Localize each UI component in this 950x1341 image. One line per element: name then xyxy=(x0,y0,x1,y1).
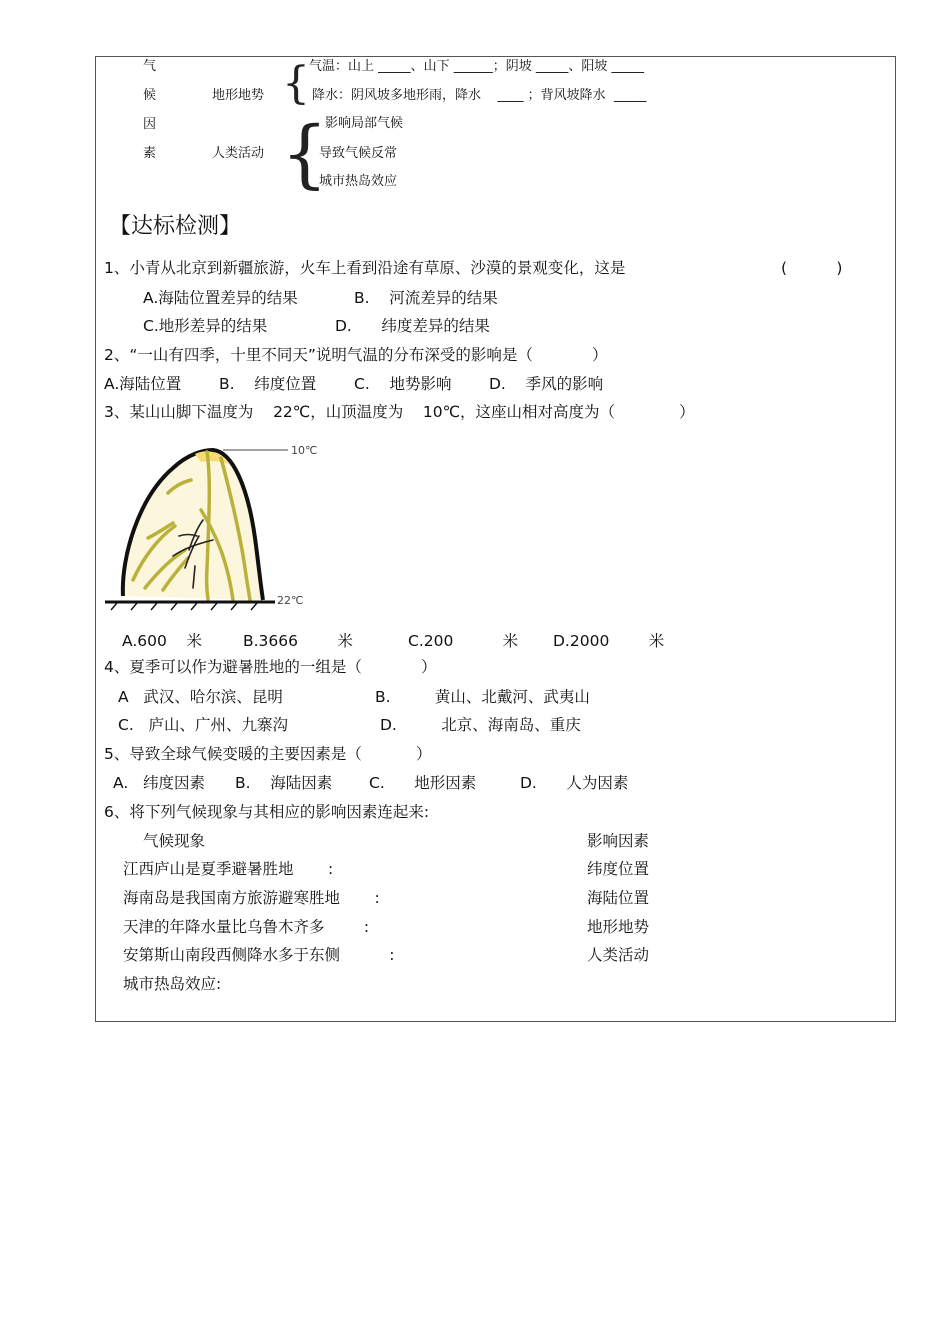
q6-phenomenon-5: 城市热岛效应: xyxy=(123,975,222,993)
q2-option-c: C. 地势影响 xyxy=(354,375,452,393)
q5-stem: 5、导致全球气候变暖的主要因素是（ ） xyxy=(104,745,432,763)
section-title: 【达标检测】 xyxy=(109,214,242,239)
q4-option-c: C. 庐山、广州、九寨沟 xyxy=(118,716,289,734)
human-line-1: 影响局部气候 xyxy=(325,116,404,131)
q6-factor-2: 海陆位置 xyxy=(587,889,650,907)
q6-factor-4: 人类活动 xyxy=(587,946,650,964)
q4-option-b: B. 黄山、北戴河、武夷山 xyxy=(375,688,590,706)
q1-option-b: B. 河流差异的结果 xyxy=(354,289,498,307)
q3-stem: 3、某山山脚下温度为 22℃，山顶温度为 10℃，这座山相对高度为（ ） xyxy=(104,403,695,421)
q1-option-c: C.地形差异的结果 xyxy=(143,317,268,335)
mountain-bottom-temp: 22℃ xyxy=(277,594,304,607)
q5-option-b: B. 海陆因素 xyxy=(235,774,333,792)
mountain-top-temp: 10℃ xyxy=(291,444,318,457)
q4-stem: 4、夏季可以作为避暑胜地的一组是（ ） xyxy=(104,658,437,676)
mountain-outline xyxy=(123,450,263,600)
q5-option-c: C. 地形因素 xyxy=(369,774,477,792)
q1-answer-paren: ( ) xyxy=(781,259,843,277)
q6-phenomenon-3: 天津的年降水量比乌鲁木齐多 : xyxy=(123,918,370,936)
q2-option-a: A.海陆位置 xyxy=(104,375,182,393)
vertical-char-su: 素 xyxy=(143,146,157,161)
terrain-temperature-line: 气温：山上 _____、山下 ______；阴坡 _____、阳坡 _____ xyxy=(309,59,645,74)
q6-stem: 6、将下列气候现象与其相应的影响因素连起来: xyxy=(104,803,430,821)
factor-human: 人类活动 xyxy=(212,146,265,161)
human-line-3: 城市热岛效应 xyxy=(319,174,398,189)
q6-phenomenon-2: 海南岛是我国南方旅游避寒胜地 : xyxy=(123,889,380,907)
q4-option-a: A 武汉、哈尔滨、昆明 xyxy=(118,688,283,706)
q1-option-a: A.海陆位置差异的结果 xyxy=(143,289,298,307)
mountain-diagram xyxy=(103,438,333,613)
q3-option-b: B.3666 米 xyxy=(243,632,353,650)
q6-phenomenon-4: 安第斯山南段西侧降水多于东侧 : xyxy=(123,946,395,964)
vertical-char-hou: 候 xyxy=(143,88,157,103)
q6-phenomenon-1: 江西庐山是夏季避暑胜地 : xyxy=(123,860,334,878)
human-line-2: 导致气候反常 xyxy=(319,146,398,161)
vertical-char-qi: 气 xyxy=(143,59,157,74)
q2-option-d: D. 季风的影响 xyxy=(489,375,604,393)
q3-option-a: A.600 米 xyxy=(122,632,203,650)
q6-factor-1: 纬度位置 xyxy=(587,860,650,878)
brace-human: { xyxy=(281,111,329,197)
q3-option-c: C.200 米 xyxy=(408,632,519,650)
q6-right-header: 影响因素 xyxy=(587,832,650,850)
factor-terrain: 地形地势 xyxy=(212,88,265,103)
q6-factor-3: 地形地势 xyxy=(587,918,650,936)
brace-terrain: { xyxy=(282,58,310,109)
q5-option-d: D. 人为因素 xyxy=(520,774,629,792)
q2-stem: 2、“一山有四季，十里不同天”说明气温的分布深受的影响是（ ） xyxy=(104,346,608,364)
q3-option-d: D.2000 米 xyxy=(553,632,665,650)
q2-option-b: B. 纬度位置 xyxy=(219,375,317,393)
ground-hatching xyxy=(111,603,257,610)
q6-left-header: 气候现象 xyxy=(143,832,206,850)
q1-option-d: D. 纬度差异的结果 xyxy=(335,317,490,335)
q1-stem: 1、小青从北京到新疆旅游，火车上看到沿途有草原、沙漠的景观变化，这是 xyxy=(104,259,626,277)
terrain-precipitation-line: 降水：阴风坡多地形雨，降水 ____ ；背风坡降水 _____ xyxy=(312,88,647,103)
q5-option-a: A. 纬度因素 xyxy=(113,774,206,792)
vertical-char-yin: 因 xyxy=(143,117,157,132)
q4-option-d: D. 北京、海南岛、重庆 xyxy=(380,716,581,734)
